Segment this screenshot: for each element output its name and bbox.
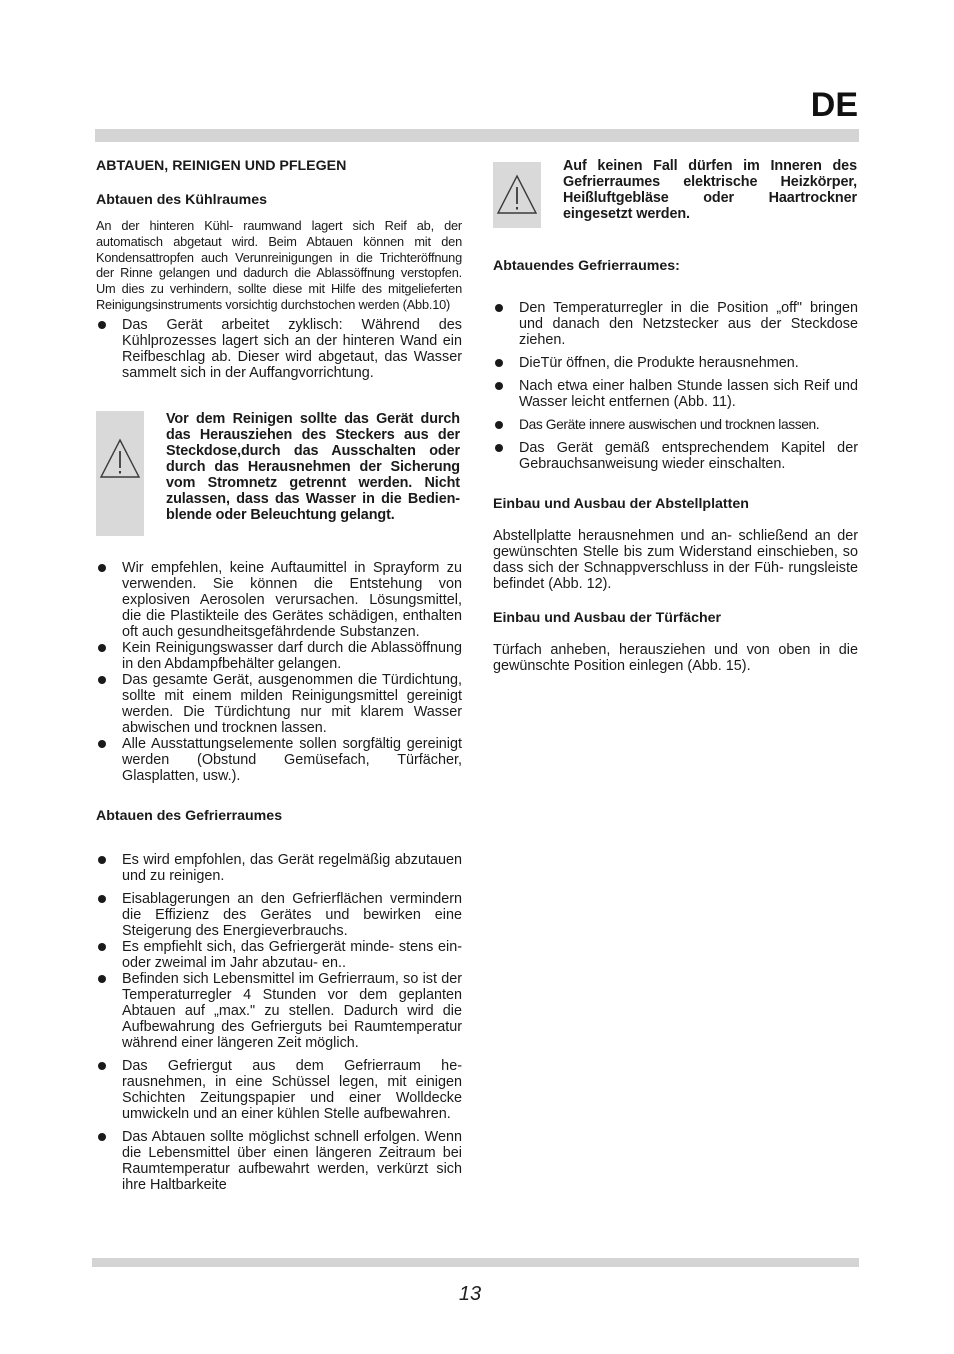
door-shelves-title: Einbau und Ausbau der Türfächer: [493, 610, 722, 626]
shelves-text: Abstellplatte herausnehmen und an- schließend an der gewünschten Stelle bis zum Widerstand einschieben, so dass sich der Schnappverschluss in der Füh- rungsleiste befindet (Abb. 12).: [493, 528, 858, 592]
language-code: DE: [810, 86, 858, 124]
warning-box: [493, 162, 541, 228]
shelves-title: Einbau und Ausbau der Abstellplatten: [493, 496, 749, 512]
footer-rule: [92, 1258, 859, 1267]
list-item: Das Geräte innere auswischen und trocknen lassen.: [493, 417, 858, 433]
heater-warning-text: Auf keinen Fall dürfen im Inneren des Gefrierraumes elektrische Heizkörper, Heißluftgebläse oder Haartrockner eingesetzt werden.: [563, 158, 857, 222]
list-item: Das Gerät arbeitet zyklisch: Während des Kühlprozesses lagert sich an der hinteren Wand ein Reifbeschlag ab. Dieser wird abgetaut, das Wasser sammelt sich in der Auffangvorrichtung.: [96, 317, 462, 381]
section-title: ABTAUEN, REINIGEN UND PFLEGEN: [96, 158, 347, 174]
list-item: Alle Ausstattungselemente sollen sorgfältig gereinigt werden (Obstund Gemüsefach, Türfächer, Glasplatten, usw.).: [96, 736, 462, 784]
freezer-defrost-title-right: Abtauendes Gefrierraumes:: [493, 258, 680, 274]
list-item: Befinden sich Lebensmittel im Gefrierraum, so ist der Temperaturregler 4 Stunden vor dem geplanten Abtauen auf „max." zu stellen. Dadurch wird die Aufbewahrung des Gefrierguts bei Raumtemperatur während einer längeren Zeit möglich.: [96, 971, 462, 1051]
freezer-defrost-steps: [493, 300, 858, 472]
cleaning-warning: [96, 411, 462, 536]
list-item: Es wird empfohlen, das Gerät regelmäßig abzutauen und zu reinigen.: [96, 852, 462, 884]
list-item: Das Gerät gemäß entsprechendem Kapitel der Gebrauchsanweisung wieder einschalten.: [493, 440, 858, 472]
list-item: Das Abtauen sollte möglichst schnell erfolgen. Wenn die Lebensmittel über einen längeren Zeitraum bei Raumtemperatur aufbewahrt werden, verkürzt sich ihre Haltbarkeite: [96, 1129, 462, 1193]
warning-triangle-icon: [98, 437, 142, 481]
cleaning-list: [96, 560, 462, 784]
list-item: Den Temperaturregler in die Position „off" bringen und danach den Netzstecker aus der Steckdose ziehen.: [493, 300, 858, 348]
right-column: [493, 158, 858, 674]
list-item: Eisablagerungen an den Gefrierflächen vermindern die Effizienz des Gerätes und bewirken eine Steigerung des Energieverbrauchs.: [96, 891, 462, 939]
list-item: Wir empfehlen, keine Auftaumittel in Sprayform zu verwenden. Sie können die Entstehung von explosiven Aerosolen verursachen. Lösungsmittel, die die Plastikteile des Gerätes schädigen, enthalten oft auch gesundheitsgefährdende Substanzen.: [96, 560, 462, 640]
list-item: DieTür öffnen, die Produkte herausnehmen.: [493, 355, 858, 371]
left-column: [96, 158, 462, 1193]
cleaning-warning-text: Vor dem Reinigen sollte das Gerät durch das Herausziehen des Steckers aus der Steckdose,durch das Ausschalten oder durch das Herausnehmen der Sicherung vom Stromnetz getrennt werden. Nicht zulassen, dass das Wasser in die Bedien- blende oder Beleuchtung gelangt.: [166, 410, 460, 523]
list-item: Es empfiehlt sich, das Gefriergerät minde- stens ein- oder zweimal im Jahr abzutau- en..: [96, 939, 462, 971]
heater-warning: [493, 158, 858, 228]
freezer-defrost-list: [96, 852, 462, 1193]
door-shelves-text: Türfach anheben, herausziehen und von oben in die gewünschte Position einlegen (Abb. 15).: [493, 642, 858, 674]
list-item: Nach etwa einer halben Stunde lassen sich Reif und Wasser leicht entfernen (Abb. 11).: [493, 378, 858, 410]
list-item: Das Gefriergut aus dem Gefrierraum he- rausnehmen, in eine Schüssel legen, mit einigen Schichten Zeitungspapier und einer Wolldecke umwickeln und an einer kühlen Stelle aufbewahren.: [96, 1058, 462, 1122]
fridge-defrost-list: [96, 317, 462, 381]
freezer-defrost-title: Abtauen des Gefrierraumes: [96, 807, 283, 824]
list-item: Kein Reinigungswasser darf durch die Ablassöffnung in den Abdampfbehälter gelangen.: [96, 640, 462, 672]
warning-box: [96, 411, 144, 536]
fridge-defrost-intro: An der hinteren Kühl- raumwand lagert sich Reif ab, der automatisch abgetaut wird. Beim Abtauen können mit den Kondensattropfen auch Verunreinigungen in die Trichteröffnung der Rinne gelangen und dadurch die Ablassöffnung verstopfen. Um dies zu verhindern, sollte diese mit Hilfe des mitgelieferten Reinigungsinstruments vorsichtig durchstochen werden (Abb.10): [96, 218, 462, 312]
header-rule: [95, 129, 859, 142]
fridge-defrost-title: Abtauen des Kühlraumes: [96, 192, 268, 208]
page-number: 13: [458, 1283, 482, 1305]
warning-triangle-icon: [495, 173, 539, 217]
list-item: Das gesamte Gerät, ausgenommen die Türdichtung, sollte mit einem milden Reinigungsmittel gereinigt werden. Die Türdichtung nur mit klarem Wasser abwischen und trocknen lassen.: [96, 672, 462, 736]
